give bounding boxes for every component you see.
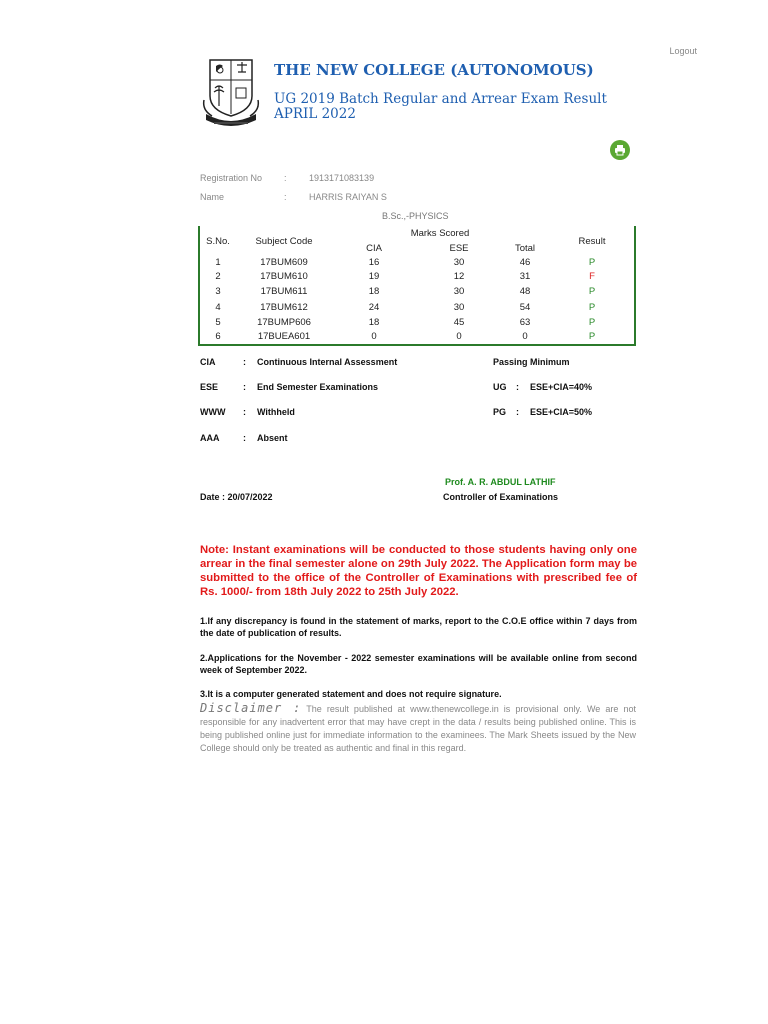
college-crest-icon <box>200 56 262 128</box>
row-total: 0 <box>522 331 528 342</box>
point-3: 3.It is a computer generated statement and does not require signature. <box>200 689 502 699</box>
row-cia: 18 <box>368 286 380 297</box>
row-result: P <box>588 286 596 297</box>
row-ese: 0 <box>456 331 462 342</box>
pg-passing-value: ESE+CIA=50% <box>530 407 593 417</box>
legend-colon: : <box>243 407 246 417</box>
row-result: P <box>588 317 596 328</box>
header-marks-scored: Marks Scored <box>410 228 470 239</box>
result-date: Date : 20/07/2022 <box>200 492 273 502</box>
row-subject-code: 17BUMP606 <box>257 317 311 328</box>
row-cia: 18 <box>368 317 380 328</box>
row-result: P <box>588 331 596 342</box>
row-cia: 19 <box>368 271 380 282</box>
header-cia: CIA <box>366 243 382 254</box>
instant-exam-note: Note: Instant examinations will be conducted to those students having only one arrear in the final semester alone on 29th July 2022. The Application form may be submitted to the office of the Controller of Examinations with prescribed fee of Rs. 1000/- from 18th July 2022 to 25th July 2022. <box>200 544 637 598</box>
row-subject-code: 17BUM611 <box>260 286 308 297</box>
point-1: 1.If any discrepancy is found in the statement of marks, report to the C.O.E office within 7 days from the date of publication of results. <box>200 616 637 638</box>
colon: : <box>284 192 287 202</box>
legend-abbr-aaa: AAA <box>200 433 220 443</box>
legend-colon: : <box>243 433 246 443</box>
row-total: 46 <box>519 257 531 268</box>
exam-title: UG 2019 Batch Regular and Arrear Exam Result APRIL 2022 <box>274 91 607 122</box>
college-name: THE NEW COLLEGE (AUTONOMOUS) <box>274 61 594 79</box>
disclaimer-label: Disclaimer : <box>200 701 302 715</box>
row-subject-code: 17BUM610 <box>260 271 308 282</box>
legend-colon: : <box>243 382 246 392</box>
name-label: Name <box>200 192 225 202</box>
legend-abbr-cia: CIA <box>200 357 216 367</box>
header-ese: ESE <box>449 243 469 254</box>
registration-label: Registration No <box>200 173 263 183</box>
row-subject-code: 17BUM609 <box>260 257 308 268</box>
row-total: 31 <box>519 271 531 282</box>
header-result: Result <box>578 236 606 247</box>
row-ese: 30 <box>453 302 465 313</box>
legend-meaning-cia: Continuous Internal Assessment <box>257 357 398 367</box>
row-result: P <box>588 302 596 313</box>
legend-meaning-ese: End Semester Examinations <box>257 382 379 392</box>
row-sno: 5 <box>215 317 221 328</box>
row-sno: 4 <box>215 302 221 313</box>
point-2: 2.Applications for the November - 2022 semester examinations will be available online from second week of September 2022. <box>200 653 637 675</box>
row-sno: 2 <box>215 271 221 282</box>
ug-passing-value: ESE+CIA=40% <box>530 382 593 392</box>
row-total: 63 <box>519 317 531 328</box>
controller-title: Controller of Examinations <box>443 492 559 502</box>
row-subject-code: 17BUM612 <box>260 302 308 313</box>
legend-colon: : <box>243 357 246 367</box>
row-cia: 24 <box>368 302 380 313</box>
course-name: B.Sc.,-PHYSICS <box>382 211 449 221</box>
row-cia: 0 <box>371 331 377 342</box>
legend-meaning-www: Withheld <box>257 407 295 417</box>
logout-link[interactable]: Logout <box>669 46 697 56</box>
passing-minimum-title: Passing Minimum <box>493 357 570 367</box>
registration-value: 1913171083139 <box>309 173 375 183</box>
row-cia: 16 <box>368 257 380 268</box>
header-subject-code: Subject Code <box>255 236 313 247</box>
colon: : <box>284 173 287 183</box>
pg-label: PG <box>493 407 507 417</box>
row-ese: 45 <box>453 317 465 328</box>
row-subject-code: 17BUEA601 <box>257 331 311 342</box>
row-ese: 30 <box>453 257 465 268</box>
row-ese: 30 <box>453 286 465 297</box>
controller-name: Prof. A. R. ABDUL LATHIF <box>445 477 556 487</box>
legend-abbr-www: WWW <box>200 407 226 417</box>
legend-colon: : <box>516 382 519 392</box>
row-result: F <box>589 271 595 282</box>
row-result: P <box>588 257 596 268</box>
row-sno: 1 <box>215 257 221 268</box>
name-value: HARRIS RAIYAN S <box>309 192 387 202</box>
header-total: Total <box>514 243 536 254</box>
row-total: 54 <box>519 302 531 313</box>
row-total: 48 <box>519 286 531 297</box>
print-button[interactable] <box>610 140 630 160</box>
legend-meaning-aaa: Absent <box>257 433 288 443</box>
print-icon <box>614 144 626 156</box>
header-sno: S.No. <box>206 236 230 247</box>
legend-colon: : <box>516 407 519 417</box>
row-sno: 3 <box>215 286 221 297</box>
disclaimer <box>200 702 636 755</box>
ug-label: UG <box>493 382 507 392</box>
disclaimer-text: The result published at www.thenewcollege.in is provisional only. We are not responsible for any inadvertent error that may have crept in the data / results being published online. This is being published online just for immediate information to the examinees. The Mark Sheets issued by the New College should only be treated as authentic and final in this regard. <box>200 704 636 753</box>
row-ese: 12 <box>453 271 465 282</box>
row-sno: 6 <box>215 331 221 342</box>
legend-abbr-ese: ESE <box>200 382 219 392</box>
